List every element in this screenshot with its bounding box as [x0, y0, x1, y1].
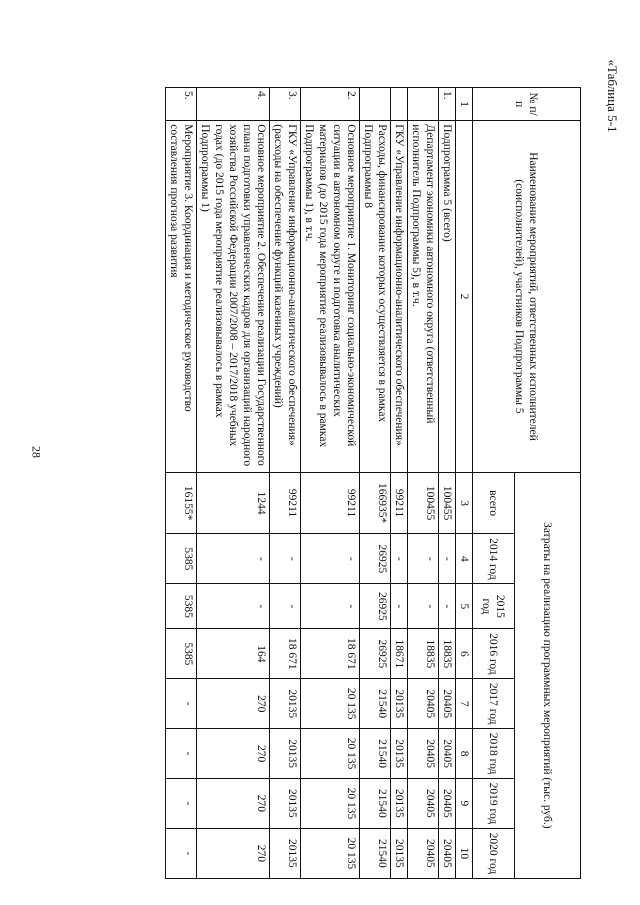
page-number: 28 [29, 446, 44, 458]
year-value-cell: 5385 [166, 534, 197, 584]
year-value-cell: 20135 [391, 828, 408, 878]
year-value-cell: 26925 [360, 629, 391, 679]
total-value-cell: 99211 [391, 472, 408, 534]
year-value-cell: 20 135 [301, 729, 360, 779]
year-value-cell: - [391, 534, 408, 584]
year-value-cell: - [408, 584, 439, 629]
year-value-cell: 20405 [408, 679, 439, 729]
table-row [270, 88, 301, 879]
year-value-cell: 20405 [439, 779, 456, 829]
year-value-cell: 21540 [360, 779, 391, 829]
year-value-cell: - [166, 779, 197, 829]
year-value-cell: - [197, 534, 270, 584]
year-value-cell: - [197, 584, 270, 629]
header-year: 2017 год [473, 679, 515, 729]
year-value-cell: 20135 [391, 679, 408, 729]
year-value-cell: - [408, 534, 439, 584]
index-cell: 6 [456, 629, 473, 679]
year-value-cell: 20135 [270, 779, 301, 829]
year-value-cell: 18 671 [270, 629, 301, 679]
year-value-cell: 20135 [270, 729, 301, 779]
table-row [439, 88, 456, 879]
total-value-cell: 100455 [408, 472, 439, 534]
year-value-cell: - [301, 534, 360, 584]
row-number-cell: 2. [301, 88, 360, 121]
index-cell: 2 [456, 121, 473, 472]
row-name-cell: Расходы, финансирование которых осуществляется в рамках Подпрограммы 8 [360, 121, 391, 472]
year-value-cell: 26925 [360, 584, 391, 629]
year-value-cell: 18 671 [301, 629, 360, 679]
row-number-cell [360, 88, 391, 121]
index-cell: 8 [456, 729, 473, 779]
total-value-cell: 100455 [439, 472, 456, 534]
year-value-cell: - [439, 584, 456, 629]
row-name-cell: ГКУ «Управление информационно-аналитического обеспечения» (расходы на обеспечение функций казенных учреждений) [270, 121, 301, 472]
year-value-cell: 21540 [360, 679, 391, 729]
year-value-cell: - [391, 584, 408, 629]
total-value-cell: 16155* [166, 472, 197, 534]
year-value-cell: 20135 [270, 828, 301, 878]
year-value-cell: 21540 [360, 729, 391, 779]
year-value-cell: 18671 [391, 629, 408, 679]
index-row [456, 88, 473, 879]
total-value-cell: 99211 [270, 472, 301, 534]
year-value-cell: 20405 [408, 779, 439, 829]
row-number-cell: 4. [197, 88, 270, 121]
year-value-cell: 164 [197, 629, 270, 679]
row-name-cell: Основное мероприятие 1. Мониторинг социально-экономической ситуации в автономном округе и подготовка аналитических материалов (до 2015 года мероприятие реализовывалось в рамках Подпрограммы 1), в т.ч. [301, 121, 360, 472]
year-value-cell: 20 135 [301, 679, 360, 729]
index-cell: 5 [456, 584, 473, 629]
header-costs: Затраты на реализацию программных мероприятий (тыс. руб.) [515, 472, 581, 878]
year-value-cell: - [166, 679, 197, 729]
header-num: № п/п [473, 88, 581, 121]
index-cell: 1 [456, 88, 473, 121]
year-value-cell: - [270, 584, 301, 629]
row-number-cell: 3. [270, 88, 301, 121]
total-value-cell: 1244 [197, 472, 270, 534]
table-row [301, 88, 360, 879]
year-value-cell: 21540 [360, 828, 391, 878]
table-row [166, 88, 197, 879]
header-total: всего [473, 472, 515, 534]
row-name-cell: ГКУ «Управление информационно-аналитического обеспечения» [391, 121, 408, 472]
year-value-cell: 270 [197, 679, 270, 729]
table-row [408, 88, 439, 879]
year-value-cell: 20 135 [301, 828, 360, 878]
header-year: 2018 год [473, 729, 515, 779]
header-year: 2016 год [473, 629, 515, 679]
index-cell: 7 [456, 679, 473, 729]
year-value-cell: - [301, 584, 360, 629]
year-value-cell: - [166, 729, 197, 779]
table-body [166, 88, 456, 879]
index-cell: 9 [456, 779, 473, 829]
year-value-cell: 20405 [408, 828, 439, 878]
year-value-cell: 20405 [439, 679, 456, 729]
table-row [197, 88, 270, 879]
year-value-cell: 270 [197, 828, 270, 878]
year-value-cell: 20405 [439, 729, 456, 779]
index-cell: 10 [456, 828, 473, 878]
rotated-table-block [59, 87, 581, 879]
year-value-cell: 20135 [391, 779, 408, 829]
year-value-cell: 20 135 [301, 779, 360, 829]
year-value-cell: 20135 [391, 729, 408, 779]
header-year: 2019 год [473, 779, 515, 829]
year-value-cell: 18835 [408, 629, 439, 679]
year-value-cell: 270 [197, 729, 270, 779]
year-value-cell: - [270, 534, 301, 584]
year-value-cell: - [439, 534, 456, 584]
header-name: Наименование мероприятий, ответственных исполнителей (соисполнителей), участников Подпрограммы 5 [473, 121, 581, 472]
year-value-cell: 18835 [439, 629, 456, 679]
total-value-cell: 99211 [301, 472, 360, 534]
row-name-cell: Основное мероприятие 2. Обеспечение реализации Государственного плана подготовки управленческих кадров для организаций народного хозяйства Российской Федерации 2007/2008 – 2017/2018 учебных годах (до 2015 года мероприятие реализовывалось в рамках Подпрограммы 1) [197, 121, 270, 472]
year-value-cell: 20405 [408, 729, 439, 779]
header-year: 2020 год [473, 828, 515, 878]
header-year: 2015 год [473, 584, 515, 629]
row-number-cell: 1. [439, 88, 456, 121]
year-value-cell: - [166, 828, 197, 878]
index-cell: 3 [456, 472, 473, 534]
total-value-cell: 166935* [360, 472, 391, 534]
year-value-cell: 20405 [439, 828, 456, 878]
year-value-cell: 20135 [270, 679, 301, 729]
table-caption: «Таблица 5-1 [605, 59, 620, 133]
row-number-cell [391, 88, 408, 121]
year-value-cell: 26925 [360, 534, 391, 584]
year-value-cell: 5385 [166, 629, 197, 679]
row-name-cell: Подпрограмма 5 (всего) [439, 121, 456, 472]
year-value-cell: 270 [197, 779, 270, 829]
row-name-cell: Департамент экономики автономного округа (ответственный исполнитель Подпрограммы 5), в т.ч. [408, 121, 439, 472]
index-cell: 4 [456, 534, 473, 584]
program-costs-table [165, 87, 581, 879]
table-row [391, 88, 408, 879]
table-row [360, 88, 391, 879]
row-name-cell: Мероприятие 3. Координация и методическое руководство составления прогноза развития [166, 121, 197, 472]
year-value-cell: 5385 [166, 584, 197, 629]
row-number-cell: 5. [166, 88, 197, 121]
header-year: 2014 год [473, 534, 515, 584]
row-number-cell [408, 88, 439, 121]
